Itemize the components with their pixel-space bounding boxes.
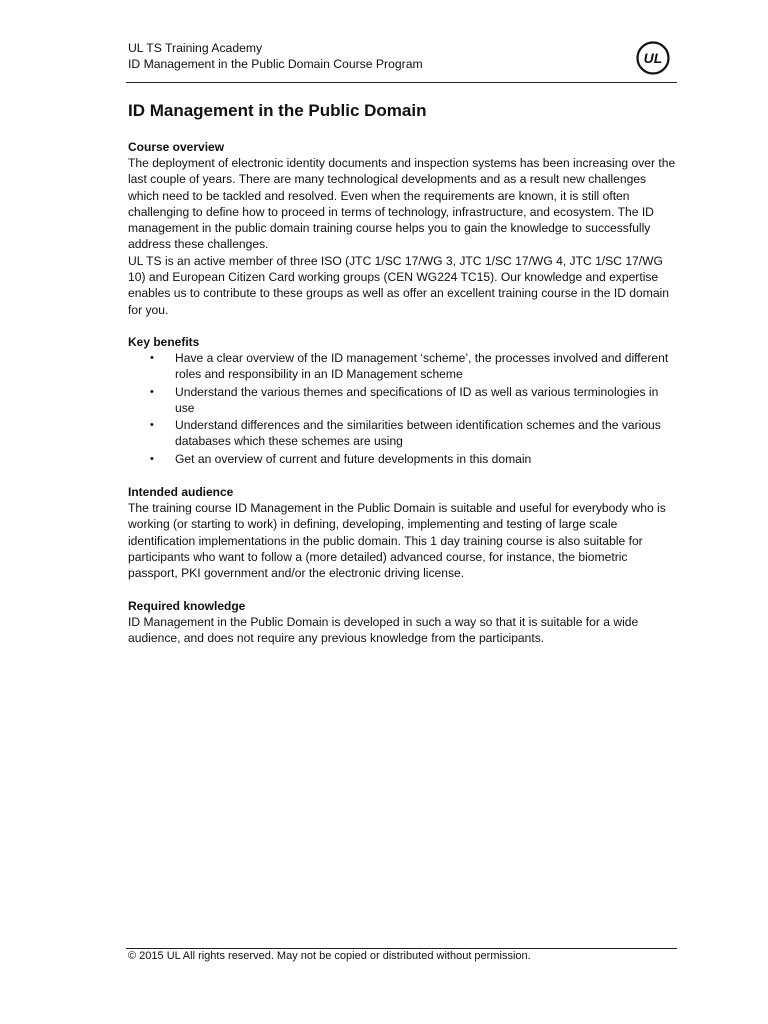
list-item-text: Understand differences and the similarities between identification schemes and the various databases which these schemes are using [175, 418, 661, 449]
header-organization: UL TS Training Academy [128, 41, 263, 55]
key-benefits-list [128, 350, 680, 467]
bullet-icon: • [150, 452, 154, 465]
intended-audience-heading: Intended audience [128, 485, 234, 500]
section-spacer [128, 582, 680, 598]
footer-copyright: © 2015 UL All rights reserved. May not be copied or distributed without permission. [128, 950, 531, 962]
key-benefits-heading: Key benefits [128, 334, 200, 349]
course-overview-paragraph-1: The deployment of electronic identity documents and inspection systems has been increasing over the last couple of years. There are many technological developments and as a result new challenges which need to be tackled and resolved. Even when the requirements are known, it is still often challenging to define how to proceed in terms of technology, infrastructure, and ecosystem. The ID management in the public domain training course helps you to gain the knowledge to successfully address these challenges. [128, 156, 676, 252]
section-intended-audience [128, 484, 680, 581]
list-item [128, 384, 680, 417]
list-item-text: Understand the various themes and specifications of ID as well as various terminologies in use [175, 384, 659, 415]
page-header [128, 40, 678, 72]
list-item [128, 350, 680, 383]
list-item [128, 451, 680, 467]
intended-audience-paragraph: The training course ID Management in the Public Domain is suitable and useful for everybody who is working (or starting to work) in defining, developing, implementing and testing of large scale identification implementations in the public domain. This 1 day training course is also suitable for participants who want to follow a (more detailed) advanced course, for instance, the biometric passport, PKI government and/or the electronic driving license. [128, 501, 666, 581]
list-item-text: Have a clear overview of the ID management ‘scheme’, the processes involved and different roles and responsibility in an ID Management scheme [175, 350, 669, 382]
list-item-text: Get an overview of current and future developments in this domain [175, 451, 532, 466]
section-key-benefits [128, 334, 680, 467]
course-overview-heading: Course overview [128, 140, 225, 154]
ul-logo-icon [636, 41, 670, 75]
section-required-knowledge [128, 598, 680, 647]
list-item [128, 417, 680, 450]
bullet-icon: • [150, 385, 154, 398]
section-spacer [128, 468, 680, 484]
document-title: ID Management in the Public Domain [128, 101, 427, 120]
course-overview-paragraph-2: UL TS is an active member of three ISO (JTC 1/SC 17/WG 3, JTC 1/SC 17/WG 4, JTC 1/SC 17/WG 10) and European Citizen Card working groups (CEN WG224 TC15). Our knowledge and expertise enables us to contribute to these groups as well as offer an excellent training course in the ID domain for you. [128, 253, 669, 317]
header-program: ID Management in the Public Domain Course Program [128, 57, 423, 71]
section-course-overview [128, 139, 680, 318]
header-divider [126, 82, 677, 83]
document-body [128, 100, 680, 646]
bullet-icon: • [150, 351, 154, 364]
section-spacer [128, 318, 680, 334]
required-knowledge-heading: Required knowledge [128, 598, 246, 613]
bullet-icon: • [150, 419, 154, 432]
logo-text: UL [643, 50, 663, 66]
required-knowledge-paragraph: ID Management in the Public Domain is developed in such a way so that it is suitable for a wide audience, and does not require any previous knowledge from the participants. [128, 614, 639, 645]
